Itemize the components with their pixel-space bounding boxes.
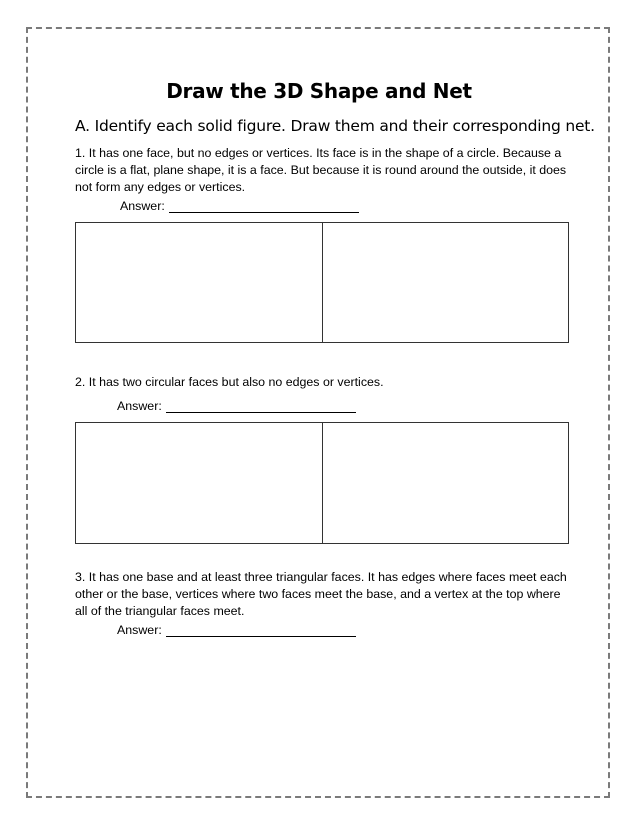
answer-label: Answer:	[117, 623, 162, 637]
answer-line[interactable]	[166, 399, 356, 413]
shape-drawing-area[interactable]	[76, 423, 322, 543]
question-1-drawing-box	[75, 222, 569, 343]
question-1-text: 1. It has one face, but no edges or vertices. Its face is in the shape of a circle. Because a circle is a flat, plane shape, it is a face. But because it is round around the outside, it does not form any edges or vertices.	[75, 146, 567, 194]
question-1-answer	[120, 199, 359, 213]
question-3-text: 3. It has one base and at least three triangular faces. It has edges where faces meet each other or the base, vertices where two faces meet the base, and a vertex at the top where all of the triangular faces meet.	[75, 570, 567, 618]
net-drawing-area[interactable]	[322, 423, 569, 543]
shape-drawing-area[interactable]	[76, 223, 322, 342]
question-3-answer	[117, 623, 356, 637]
question-2-drawing-box	[75, 422, 569, 544]
question-2-text: 2. It has two circular faces but also no edges or vertices.	[75, 375, 384, 389]
question-2-answer	[117, 399, 356, 413]
answer-line[interactable]	[166, 623, 356, 637]
answer-label: Answer:	[117, 399, 162, 413]
answer-label: Answer:	[120, 199, 165, 213]
page-title: Draw the 3D Shape and Net	[166, 79, 472, 103]
net-drawing-area[interactable]	[322, 223, 569, 342]
answer-line[interactable]	[169, 199, 359, 213]
section-heading: A. Identify each solid figure. Draw them and their corresponding net.	[75, 117, 595, 135]
